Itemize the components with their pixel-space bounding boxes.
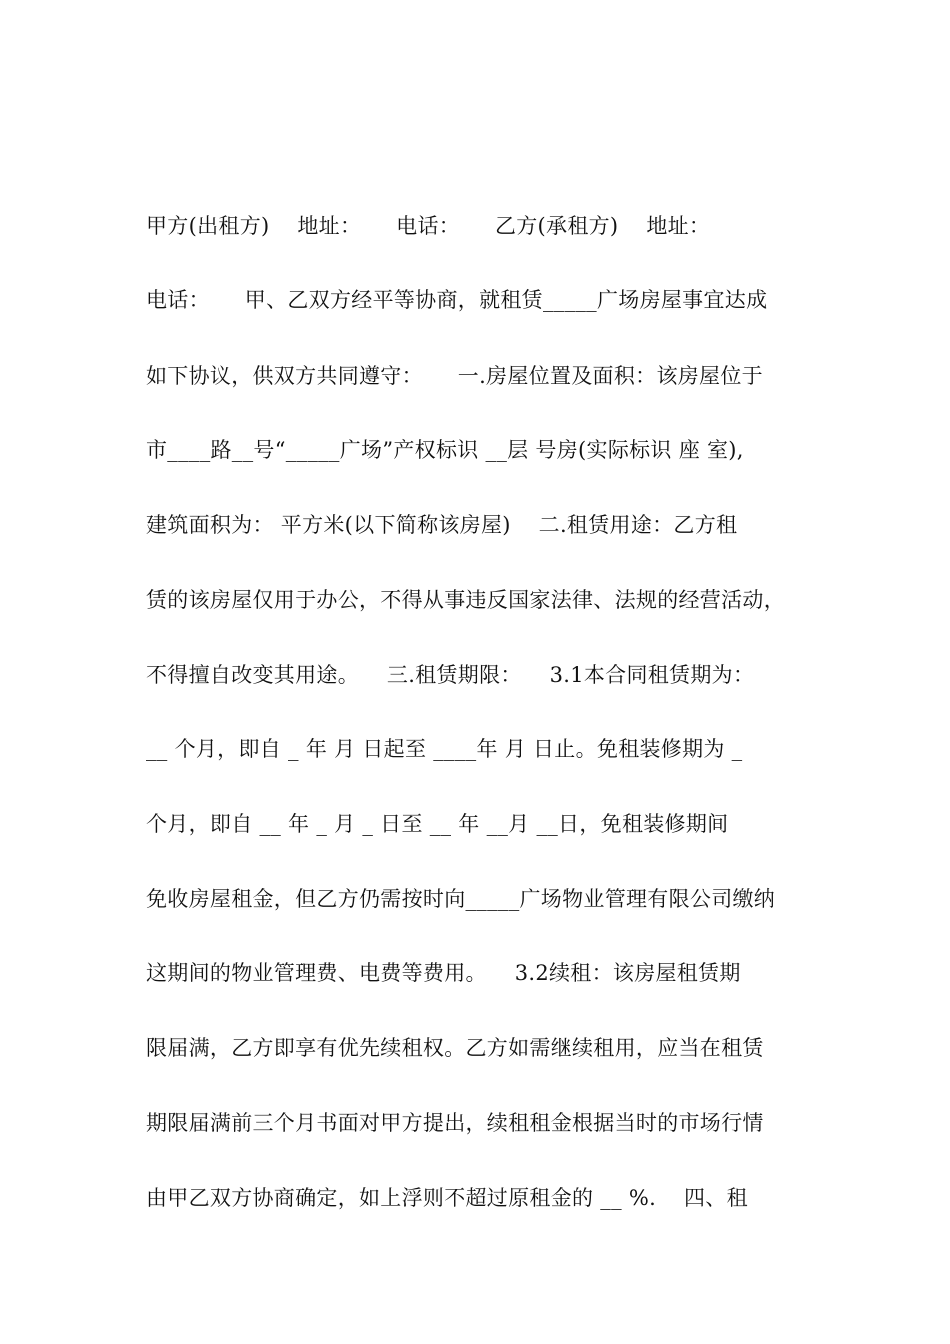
text-line: 不得擅自改变其用途。 三.租赁期限： 3.1本合同租赁期为：: [146, 663, 755, 687]
text-line: 如下协议，供双方共同遵守： 一.房屋位置及面积：该房屋位于: [146, 364, 763, 388]
text-line: 免收房屋租金，但乙方仍需按时向_____广场物业管理有限公司缴纳: [146, 887, 776, 911]
text-line: 市____路__号“_____广场”产权标识 __层 号房(实际标识 座 室),: [146, 438, 744, 462]
text-line: 限届满，乙方即享有优先续租权。乙方如需继续租用，应当在租赁: [146, 1036, 764, 1060]
text-line: 甲方(出租方) 地址： 电话： 乙方(承租方) 地址：: [146, 214, 711, 238]
text-line: __ 个月，即自 _ 年 月 日起至 ____年 月 日止。免租装修期为 _: [146, 737, 743, 761]
text-line: 由甲乙双方协商确定，如上浮则不超过原租金的 __ %. 四、租: [146, 1186, 748, 1210]
text-line: 这期间的物业管理费、电费等费用。 3.2续租：该房屋租赁期: [146, 961, 741, 985]
text-line: 建筑面积为： 平方米(以下简称该房屋) 二.租赁用途：乙方租: [146, 513, 738, 537]
text-line: 期限届满前三个月书面对甲方提出，续租租金根据当时的市场行情: [146, 1111, 764, 1135]
text-line: 电话： 甲、乙双方经平等协商，就租赁_____广场房屋事宜达成: [146, 288, 768, 312]
text-line: 赁的该房屋仅用于办公，不得从事违反国家法律、法规的经营活动，: [146, 588, 785, 612]
text-line: 个月，即自 __ 年 _ 月 _ 日至 __ 年 __月 __日，免租装修期间: [146, 812, 729, 836]
